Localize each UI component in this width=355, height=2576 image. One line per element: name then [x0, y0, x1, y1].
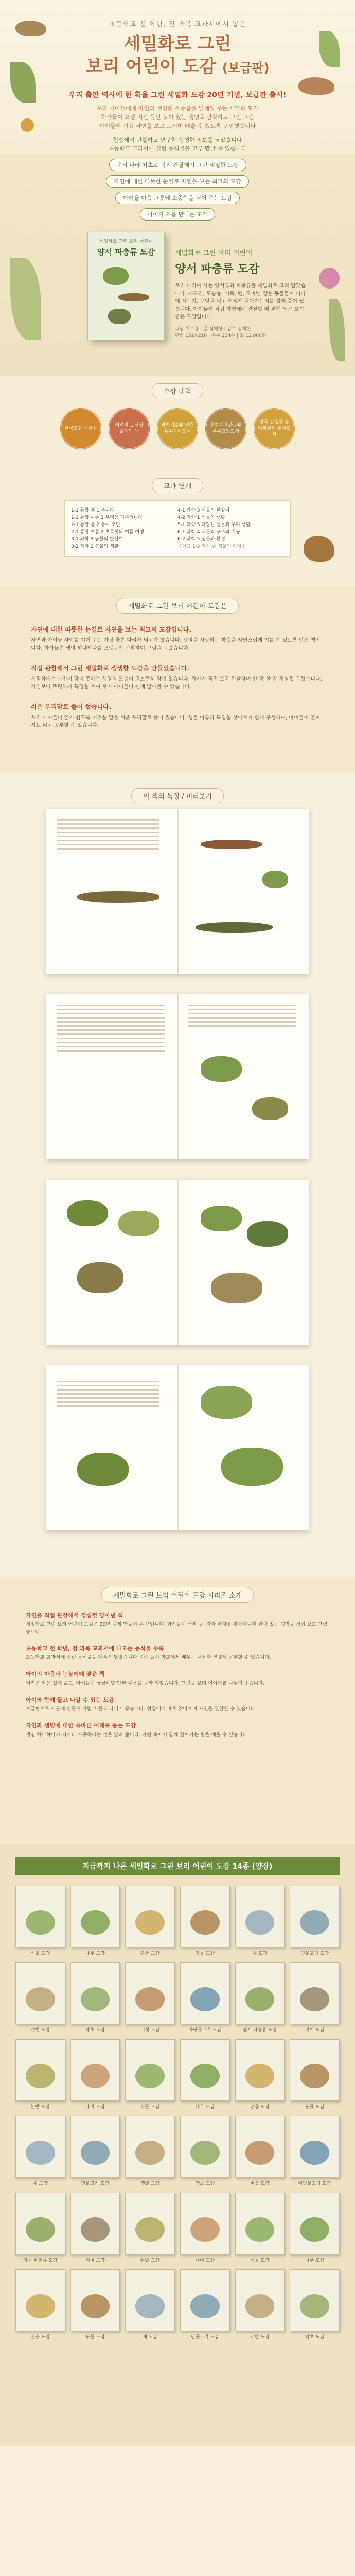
series-book-name: 민물고기 도감 [300, 1951, 329, 1956]
hero-desc2-line: 현장에서 관찰하고 연구한 생생한 정보를 담았습니다 [113, 137, 242, 143]
series-book-cover [70, 2269, 120, 2331]
series-book-cover [180, 2269, 230, 2331]
series-book-art [190, 2217, 220, 2242]
series-book-art [300, 2141, 329, 2165]
hero-desc-line: 우리 아이들에게 자연과 생명의 소중함을 일깨워 주는 세밀화 도감 [96, 105, 259, 112]
reason-item [26, 1644, 329, 1662]
series-book-name: 양서 파충류 도감 [242, 2028, 277, 2033]
series-book-art [135, 1910, 165, 1935]
series-book-name: 나비 도감 [195, 2258, 215, 2263]
frog-illustration [262, 871, 288, 888]
feature-pills [0, 155, 355, 221]
series-book[interactable] [70, 1962, 120, 2033]
series-book-art [135, 2294, 165, 2318]
award-text: 문화체육관광부 우수교양도서 [210, 423, 242, 434]
feature-pill: 아이가 처음 만나는 도감 [140, 208, 216, 221]
series-book[interactable] [15, 2269, 65, 2340]
bird-illustration [298, 77, 334, 95]
turtle-illustration [108, 309, 131, 324]
series-section [0, 1844, 355, 2446]
book-blurb: 우리 나라에 사는 양서류와 파충류를 세밀화로 그려 담았습니다. 개구리, 도롱뇽, 거북, 뱀, 도마뱀 같은 동물들이 어디에 사는지, 무엇을 먹고 어떻게 살아가는지를 쉽게 풀어 썼습니다. 아이들이 직접 자연에서 관찰할 때 곁에 두고 보기 좋은 도감입니다. [175, 283, 306, 320]
frog-illustration [118, 1211, 159, 1236]
series-book-cover [290, 1962, 340, 2024]
reason-text: 생명 하나하나가 저마다 소중하다는 것을 알려 줍니다. 자연 속에서 함께 살아가는 법을 배울 수 있습니다. [26, 1732, 249, 1738]
series-book[interactable] [15, 2193, 65, 2263]
book-cover-series: 세밀화로 그린 보리 어린이 [99, 239, 153, 244]
snake-illustration [77, 891, 159, 903]
series-book[interactable] [290, 2116, 340, 2187]
series-book-cover [70, 1886, 120, 1947]
series-book[interactable] [235, 2193, 285, 2263]
series-book-cover [15, 1886, 65, 1947]
series-book-name: 식물 도감 [250, 2258, 270, 2263]
series-book-cover [235, 1962, 285, 2024]
series-book-name: 버섯 도감 [140, 2028, 160, 2033]
curriculum-note: 중학교 1-2 과학 VI 생물의 다양성 [177, 544, 246, 549]
series-book[interactable] [125, 2269, 175, 2340]
frog-illustration [67, 1200, 108, 1226]
series-book-cover [235, 2269, 285, 2331]
difference-item [31, 664, 324, 691]
series-book[interactable] [15, 1962, 65, 2033]
curriculum-item: 3-2 과학 2 동물의 생활 [71, 544, 119, 549]
series-book[interactable] [125, 1886, 175, 1956]
awards-section [0, 376, 355, 474]
reason-item [26, 1611, 329, 1636]
series-book-art [135, 2064, 165, 2088]
series-title: 지금까지 나온 세밀화로 그린 보리 어린이 도감 14종 (양장) [15, 1857, 340, 1875]
series-book-art [300, 2294, 329, 2318]
series-book[interactable] [15, 1886, 65, 1956]
reason-item [26, 1696, 329, 1713]
curriculum-item: 1-1 통합 봄 1 봄이다 [71, 508, 115, 513]
curriculum-section [0, 474, 355, 587]
frog-illustration [252, 1097, 288, 1120]
series-book-art [190, 2064, 220, 2088]
series-book[interactable] [290, 2193, 340, 2263]
series-book[interactable] [70, 2039, 120, 2110]
series-book-name: 거미 도감 [85, 2258, 105, 2263]
series-book-cover [125, 1886, 175, 1947]
hero-description-2 [0, 135, 355, 153]
series-book-cover [290, 2116, 340, 2178]
curriculum-item: 1-1 통합 여름 1 우리는 가족입니다 [71, 515, 143, 520]
series-book-cover [125, 2116, 175, 2178]
series-book-name: 양서 파충류 도감 [23, 2258, 58, 2263]
series-book-name: 곤충 도감 [250, 2105, 270, 2110]
series-book-art [190, 1987, 220, 2011]
series-book-cover [15, 1962, 65, 2024]
series-book-name: 나무 도감 [195, 2105, 215, 2110]
curriculum-col-left [71, 507, 177, 550]
hero-description [0, 104, 355, 130]
series-book-art [81, 2064, 110, 2088]
hero-headline: 우리 출판 역사에 한 획을 그린 세밀화 도감 20년 기념, 보급판 출시! [68, 91, 287, 99]
series-book-name: 거미 도감 [305, 2028, 325, 2033]
preview-text-block [57, 1005, 165, 1054]
frog-illustration [201, 1206, 242, 1231]
series-book-name: 동물 도감 [195, 1951, 215, 1956]
series-book-art [81, 2217, 110, 2242]
series-book-cover [15, 2039, 65, 2101]
series-book-art [135, 2141, 165, 2165]
award-text: 한국 간행물 윤리위원회 추천도서 [258, 420, 291, 437]
series-intro-section [0, 1577, 355, 1844]
flower-illustration [319, 268, 340, 289]
series-book-cover [70, 2116, 120, 2178]
series-book[interactable] [290, 2269, 340, 2340]
series-book-cover [180, 2039, 230, 2101]
series-book-name: 약초 도감 [305, 2335, 325, 2340]
series-book-name: 새 도감 [32, 2181, 48, 2187]
book-cover-title: 양서 파충류 도감 [97, 247, 155, 257]
series-book-art [300, 1987, 329, 2011]
series-book-name: 바닷물고기 도감 [188, 2028, 222, 2033]
series-book-name: 동물 도감 [305, 2105, 325, 2110]
series-book-cover [180, 1962, 230, 2024]
series-book-name: 논밭 도감 [140, 2258, 160, 2263]
curriculum-item: 6-1 과학 4 식물의 구조와 기능 [177, 530, 240, 535]
series-book[interactable] [15, 2039, 65, 2110]
reason-item [26, 1721, 329, 1739]
series-book[interactable] [235, 2116, 285, 2187]
preview-spread [46, 1365, 309, 1530]
series-book-cover [125, 1962, 175, 2024]
curriculum-item: 3-1 과학 3 동물의 한살이 [71, 537, 123, 542]
series-book-cover [180, 2193, 230, 2255]
series-book-art [245, 2217, 275, 2242]
series-book[interactable] [70, 2193, 120, 2263]
series-book-cover [235, 1886, 285, 1947]
preview-heading: 이 책의 특징 / 미리보기 [131, 788, 224, 803]
series-book-name: 버섯 도감 [250, 2181, 270, 2187]
reason-text: 보급판으로 새롭게 만들어 가볍고 들고 다니기 좋습니다. 현장에서 바로 찾아보며 자연을 관찰할 수 있습니다. [26, 1706, 257, 1712]
series-book-art [245, 1987, 275, 2011]
series-book-name: 식물 도감 [140, 2105, 160, 2110]
hero-title-suffix: (보급판) [222, 61, 270, 75]
series-book-art [245, 1910, 275, 1935]
series-book[interactable] [70, 1886, 120, 1956]
book-meta [175, 326, 309, 340]
curriculum-item: 5-1 과학 5 다양한 생물과 우리 생활 [177, 522, 251, 528]
series-book[interactable] [70, 2269, 120, 2340]
series-book-cover [290, 1886, 340, 1947]
series-book-cover [235, 2116, 285, 2178]
flower-illustration [21, 118, 34, 132]
book-cover-art [98, 262, 154, 329]
series-book-name: 나비 도감 [85, 2105, 105, 2110]
award-text: 한국출판 문화상 [64, 426, 97, 431]
book-intro-section [0, 155, 355, 376]
reason-title: 아이의 마음과 눈높이에 맞춘 책 [26, 1671, 105, 1677]
series-book-name: 곤충 도감 [30, 2335, 50, 2340]
toad-illustration [211, 1273, 262, 1303]
series-book[interactable] [180, 2193, 230, 2263]
series-book-name: 새 도감 [252, 1951, 268, 1956]
series-book-cover [125, 2269, 175, 2331]
curriculum-heading: 교과 연계 [152, 478, 203, 493]
difference-section [0, 587, 355, 773]
plant-illustration [329, 299, 345, 361]
book-meta-line: 판형 152×210 | 쪽수 224쪽 | 값 12,000원 [175, 333, 267, 338]
series-book-art [26, 1987, 55, 2011]
series-book-cover [70, 1962, 120, 2024]
toad-illustration [77, 1262, 123, 1293]
book-info [175, 247, 309, 340]
series-book-art [135, 1987, 165, 2011]
series-book[interactable] [15, 2116, 65, 2187]
difference-item [31, 625, 324, 652]
feature-pill: 아이들 마음 그릇에 소중함을 심어 주는 도감 [115, 192, 240, 204]
series-book-cover [290, 2269, 340, 2331]
award-badge [253, 408, 295, 450]
series-book[interactable] [125, 1962, 175, 2033]
series-book-cover [235, 2193, 285, 2255]
series-book-name: 갯벌 도감 [250, 2335, 270, 2340]
preview-spread [46, 1180, 309, 1345]
award-badge [205, 408, 247, 450]
book-cover [87, 232, 165, 340]
series-book-art [300, 1910, 329, 1935]
award-badges [0, 408, 355, 450]
series-book-cover [15, 2269, 65, 2331]
series-book-name: 갯벌 도감 [140, 2181, 160, 2187]
series-book[interactable] [290, 1886, 340, 1956]
series-book-cover [70, 2039, 120, 2101]
series-book-cover [235, 2039, 285, 2101]
awards-heading: 수상 내역 [152, 383, 203, 398]
series-books-grid [15, 1886, 340, 2340]
award-text: 어린이 도서상 올해의 책 [115, 423, 144, 434]
series-book[interactable] [125, 2116, 175, 2187]
series-book[interactable] [235, 1962, 285, 2033]
series-book-name: 곤충 도감 [140, 1951, 160, 1956]
series-book-cover [180, 1886, 230, 1947]
series-book-name: 바닷물고기 도감 [298, 2181, 331, 2187]
series-book-name: 새 도감 [143, 2335, 158, 2340]
series-book-art [26, 2217, 55, 2242]
series-book[interactable] [125, 2039, 175, 2110]
frog-illustration [201, 1056, 242, 1082]
curriculum-col-right [177, 507, 284, 550]
series-book[interactable] [180, 2269, 230, 2340]
series-book-cover [290, 2193, 340, 2255]
difference-item [31, 702, 324, 730]
series-book-art [26, 2064, 55, 2088]
preview-text-block [188, 1005, 296, 1029]
book-meta-line: 그림 이주용 | 글 심재한 | 감수 심재한 [175, 327, 251, 332]
series-book[interactable] [235, 2269, 285, 2340]
feature-pill: 우리 나라 최초로 직접 관찰해서 그린 세밀화 도감 [109, 159, 246, 171]
difference-item-title: 직접 관찰해서 그린 세밀화로 생생한 도감을 만들었습니다. [31, 665, 189, 672]
series-book-art [81, 1910, 110, 1935]
award-badge [60, 408, 102, 450]
feature-pill: 자연에 대한 따뜻한 눈길로 자연을 보는 최고의 도감 [106, 175, 249, 188]
series-book-cover [125, 2039, 175, 2101]
series-book-cover [15, 2116, 65, 2178]
series-book-art [26, 1910, 55, 1935]
series-intro-heading: 세밀화로 그린 보리 어린이 도감 시리즈 소개 [101, 1587, 254, 1603]
squirrel-illustration [304, 536, 334, 562]
snake-illustration [196, 922, 273, 933]
lizard-illustration [118, 293, 149, 301]
series-book[interactable] [180, 1962, 230, 2033]
curriculum-box [64, 500, 291, 557]
series-book-art [81, 2141, 110, 2165]
series-book-art [81, 1987, 110, 2011]
preview-spread [46, 994, 309, 1159]
frog-illustration [201, 1386, 252, 1419]
hero-title: 세밀화로 그린 [123, 33, 232, 54]
series-book-cover [70, 2193, 120, 2255]
series-book-art [190, 2294, 220, 2318]
series-book[interactable] [180, 1886, 230, 1956]
hero-title-main: 보리 어린이 도감 [85, 56, 217, 77]
book-title: 양서 파충류 도감 [175, 263, 260, 276]
series-book[interactable] [70, 2116, 120, 2187]
series-book-art [26, 2294, 55, 2318]
series-book-name: 갯벌 도감 [30, 2028, 50, 2033]
series-book-name: 나무 도감 [85, 1951, 105, 1956]
curriculum-item: 4-1 과학 3 식물의 한살이 [177, 508, 230, 513]
series-book-art [190, 1910, 220, 1935]
series-book-art [245, 2141, 275, 2165]
reason-item [26, 1670, 329, 1687]
series-book-name: 동물 도감 [85, 2335, 105, 2340]
hero-desc2-line: 초등학교 교과서에 실린 동식물을 고루 만날 수 있습니다 [108, 145, 247, 152]
award-badge [108, 408, 150, 450]
series-book-cover [180, 2116, 230, 2178]
series-book-name: 약초 도감 [195, 2181, 215, 2187]
series-book-cover [15, 2193, 65, 2255]
difference-heading: 세밀화로 그린 보리 어린이 도감은 [116, 598, 239, 614]
difference-item-text: 세밀화에는 사진이 담지 못하는 생명의 모습이 고스란히 담겨 있습니다. 화가가 직접 보고 관찰하며 한 장 한 장 정성껏 그렸습니다. 사진보다 뚜렷하게 특징을 보여 주어 아이들이 쉽게 알아볼 수 있습니다. [31, 676, 322, 690]
book-subtitle: 세밀화로 그린 보리 어린이 [175, 249, 253, 257]
series-book-cover [290, 2039, 340, 2101]
snake-illustration [201, 840, 262, 849]
frog-illustration [247, 1221, 288, 1247]
series-book[interactable] [290, 1962, 340, 2033]
series-book[interactable] [235, 1886, 285, 1956]
frog-illustration [221, 1448, 283, 1486]
difference-item-title: 쉬운 우리말로 풀어 썼습니다. [31, 703, 112, 710]
series-book-art [245, 2294, 275, 2318]
hero-desc-line: 화가들이 오랜 시간 동안 살아 있는 생명을 관찰하고 그린 그림 [101, 114, 254, 121]
series-book-art [300, 2217, 329, 2242]
series-book[interactable] [235, 2039, 285, 2110]
difference-item-text: 자연과 아이들 사이를 이어 주는 가장 좋은 다리가 되고자 했습니다. 생명을 사랑하는 마음을 자연스럽게 기를 수 있도록 만든 책입니다. 화가들은 생명 하나하나를 오랫동안 관찰하며 그림을 그렸습니다. [31, 638, 321, 651]
curriculum-item: 2-1 통합 여름 2 초록이의 여름 여행 [71, 530, 144, 535]
reason-title: 아이와 함께 들고 나갈 수 있는 도감 [26, 1697, 114, 1703]
series-book-name: 약초 도감 [85, 2028, 105, 2033]
curriculum-item: 6-2 과학 5 생물과 환경 [177, 537, 225, 542]
series-book-art [26, 2141, 55, 2165]
series-book-art [135, 2217, 165, 2242]
series-book-art [300, 2064, 329, 2088]
preview-text-block [57, 1381, 159, 1410]
plant-illustration [10, 258, 41, 340]
series-book-name: 논밭 도감 [30, 2105, 50, 2110]
hero-section [0, 0, 355, 155]
hero-tagline: 초등학교 전 학년, 전 과목 교과서에서 뽑은 [109, 21, 246, 28]
award-badge [156, 408, 199, 450]
preview-text-block [57, 819, 159, 852]
hero-title-line2 [0, 55, 355, 79]
series-book-art [81, 2294, 110, 2318]
reason-title: 자연과 생명에 대한 올바른 이해를 돕는 도감 [26, 1722, 136, 1729]
series-book-name: 식물 도감 [30, 1951, 50, 1956]
curriculum-item: 2-1 통합 봄 2 봄이 오면 [71, 522, 120, 528]
series-book-name: 민물고기 도감 [190, 2335, 219, 2340]
series-book[interactable] [290, 2039, 340, 2110]
series-book-cover [125, 2193, 175, 2255]
reason-text: 초등학교 교과서에 실린 동식물을 대부분 담았습니다. 아이들이 학교에서 배우는 내용과 연결해 공부할 수 있습니다. [26, 1655, 271, 1660]
series-book-name: 나무 도감 [305, 2258, 325, 2263]
series-book[interactable] [125, 2193, 175, 2263]
series-book-art [245, 2064, 275, 2088]
difference-item-title: 자연에 대한 따뜻한 눈길로 자연을 보는 최고의 도감입니다. [31, 626, 192, 633]
bird-illustration [15, 21, 46, 36]
frog-illustration [103, 267, 129, 285]
reason-text: 세밀화로 그린 보리 어린이 도감은 20년 넘게 만들어 온 책입니다. 화가들이 산과 들, 강과 바다를 찾아다니며 살아 있는 생명을 직접 보고 그렸습니다. [26, 1622, 328, 1635]
difference-item-text: 우리 아이들이 읽기 쉽도록 어려운 말은 쉬운 우리말로 풀어 썼습니다. 생물 이름과 특징을 찾아보기 쉽게 구성하여, 아이들이 혼자서도 읽고 공부할 수 있습니다. [31, 715, 321, 728]
preview-section [0, 773, 355, 1577]
preview-spread [46, 809, 309, 974]
reason-title: 자연을 직접 관찰해서 정성껏 담아낸 책 [26, 1612, 123, 1619]
reason-text: 어려운 말은 쉽게 풀고, 아이들이 궁금해할 만한 내용을 골라 담았습니다. 그림을 보며 이야기를 나누기 좋습니다. [26, 1681, 265, 1686]
reason-title: 초등학교 전 학년, 전 과목 교과서에 나오는 동식물 수록 [26, 1645, 164, 1652]
series-book[interactable] [180, 2039, 230, 2110]
award-text: 과학기술부 인증 우수과학도서 [161, 423, 194, 434]
series-book-art [190, 2141, 220, 2165]
frog-illustration [77, 1453, 129, 1486]
hero-desc-line: 아이들이 직접 자연을 보고 느끼며 배울 수 있도록 구성했습니다 [99, 123, 256, 129]
series-book[interactable] [180, 2116, 230, 2187]
series-book-name: 민물고기 도감 [81, 2181, 110, 2187]
curriculum-item: 4-2 과학 1 식물의 생활 [177, 515, 225, 520]
